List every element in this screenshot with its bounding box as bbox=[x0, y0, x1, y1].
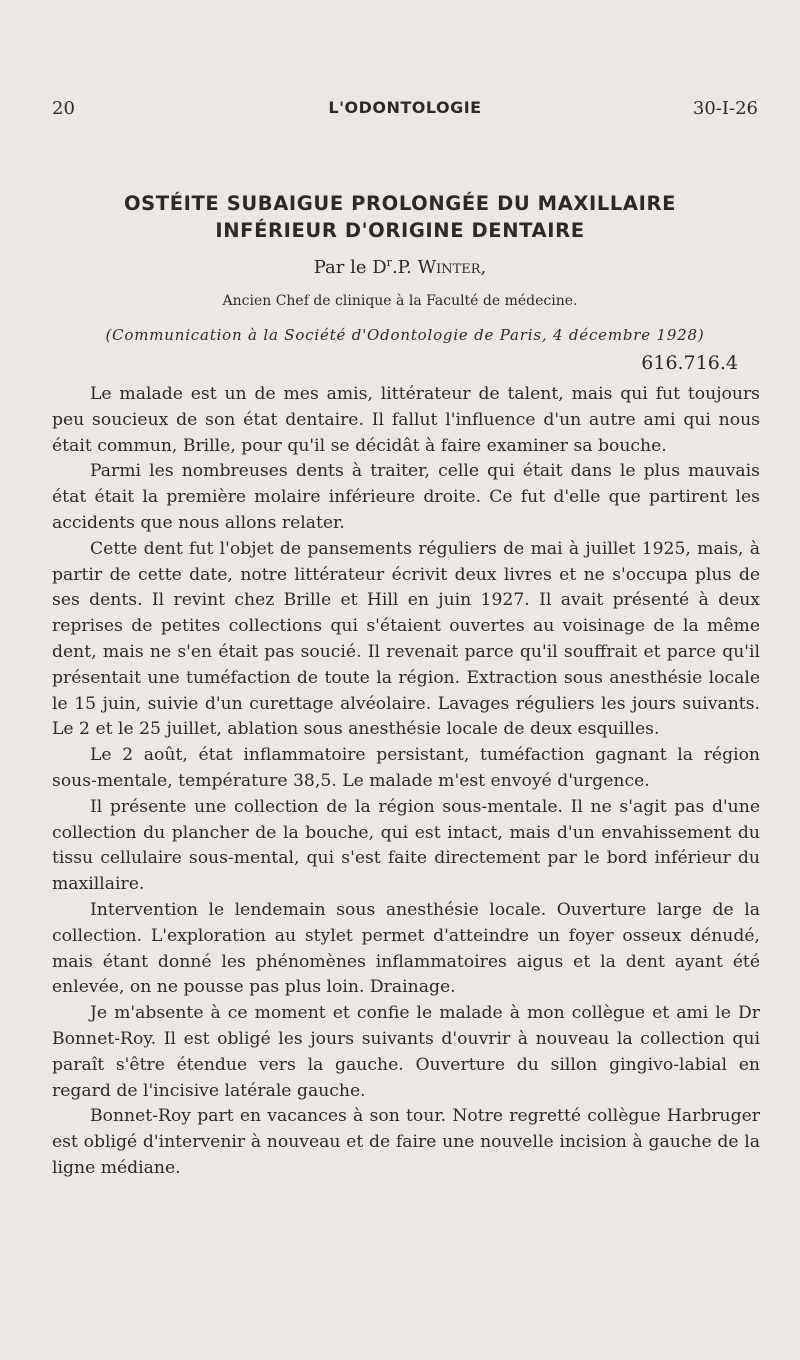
byline-prefix: Par le D bbox=[313, 257, 387, 278]
body-paragraph: Cette dent fut l'objet de pansements réguliers de mai à juillet 1925, mais, à partir de cette date, notre littérateur écrivit deux livres et ne s'occupa plus de ses dents. Il revint chez Brille et Hill en juin 1927. Il avait présenté à deux reprises de petites collections qui s'étaient ouvertes au voisinage de la même dent, mais ne s'en était pas soucié. Il revenait parce qu'il souffrait et parce qu'il présentait une tuméfaction de toute la région. Extraction sous anesthésie locale le 15 juin, suivie d'un curettage alvéolaire. Lavages réguliers les jours suivants. Le 2 et le 25 juillet, ablation sous anesthésie locale de deux esquilles. bbox=[52, 538, 760, 740]
body-paragraph: Il présente une collection de la région sous-mentale. Il ne s'agit pas d'une collection du plancher de la bouche, qui est intact, mais d'un envahissement du tissu cellulaire sous-mental, qui s'est faite directement par le bord inférieur du maxillaire. bbox=[52, 796, 760, 895]
author-name: .P. Winter, bbox=[391, 257, 487, 278]
author-byline bbox=[50, 256, 750, 278]
running-head bbox=[52, 98, 758, 128]
byline-superscript: r bbox=[386, 256, 392, 269]
article-title-line-1: OSTÉITE SUBAIGUE PROLONGÉE DU MAXILLAIRE bbox=[123, 192, 677, 215]
classification-number: 616.716.4 bbox=[641, 352, 738, 374]
article-title bbox=[50, 190, 750, 244]
body-paragraph: Intervention le lendemain sous anesthésie locale. Ouverture large de la collection. L'exploration au stylet permet d'atteindre un foyer osseux dénudé, mais étant donné les phénomènes inflammatoires aigus et la dent ayant été enlevée, on ne pousse pas plus loin. Drainage. bbox=[52, 899, 760, 998]
issue-date: 30-I-26 bbox=[692, 98, 758, 119]
body-paragraph: Le malade est un de mes amis, littérateur de talent, mais qui fut toujours peu soucieux de son état dentaire. Il fallut l'influence d'un autre ami qui nous était commun, Brille, pour qu'il se décidât à faire examiner sa bouche. bbox=[52, 384, 760, 456]
communication-note: (Communication à la Société d'Odontologie de Paris, 4 décembre 1928) bbox=[105, 326, 705, 344]
body-paragraph: Le 2 août, état inflammatoire persistant, tuméfaction gagnant la région sous-mentale, température 38,5. Le malade m'est envoyé d'urgence. bbox=[52, 745, 760, 791]
body-paragraph: Parmi les nombreuses dents à traiter, celle qui était dans le plus mauvais état était la première molaire inférieure droite. Ce fut d'elle que partirent les accidents que nous allons relater. bbox=[52, 461, 760, 533]
article-body bbox=[52, 382, 760, 1182]
author-affiliation: Ancien Chef de clinique à la Faculté de médecine. bbox=[222, 293, 578, 309]
body-paragraph: Bonnet-Roy part en vacances à son tour. Notre regretté collègue Harbruger est obligé d'intervenir à nouveau et de faire une nouvelle incision à gauche de la ligne médiane. bbox=[52, 1106, 760, 1178]
article-title-line-2: INFÉRIEUR D'ORIGINE DENTAIRE bbox=[215, 219, 585, 242]
journal-title: L'ODONTOLOGIE bbox=[328, 98, 482, 117]
page-number: 20 bbox=[52, 98, 75, 119]
body-paragraph: Je m'absente à ce moment et confie le malade à mon collègue et ami le Dr Bonnet-Roy. Il est obligé les jours suivants d'ouvrir à nouveau la collection qui paraît s'être étendue vers la gauche. Ouverture du sillon gingivo-labial en regard de l'incisive latérale gauche. bbox=[52, 1003, 760, 1101]
